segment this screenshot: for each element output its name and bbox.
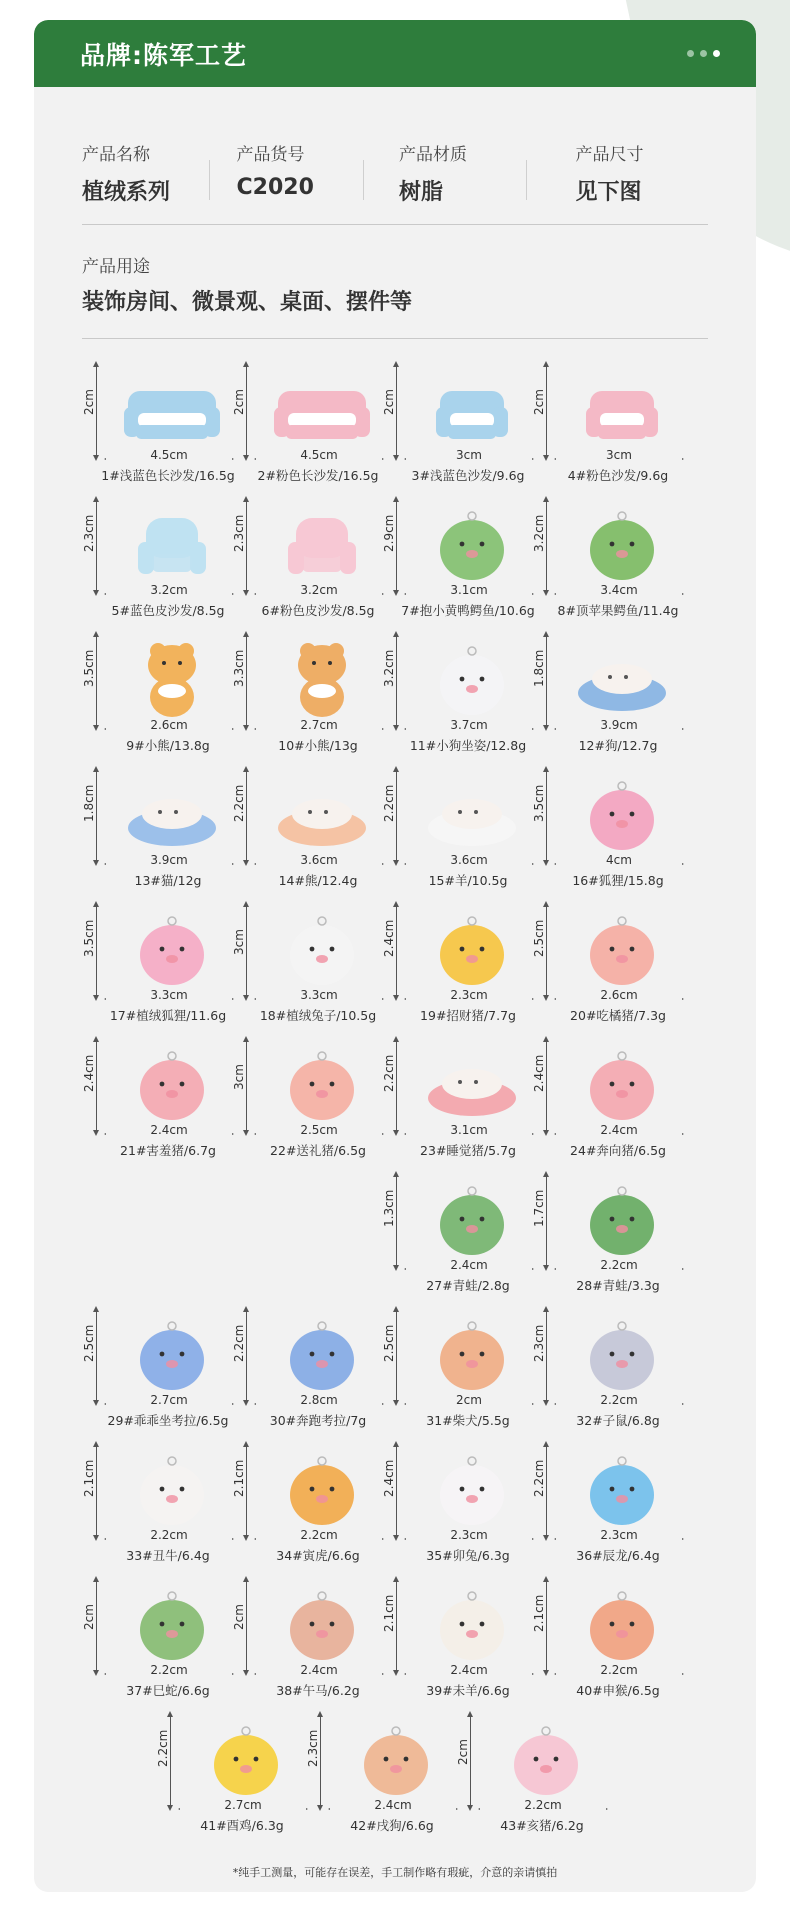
height-dimension-line <box>96 1443 97 1539</box>
product-caption: 40#申猴/6.5g <box>576 1683 660 1698</box>
product-item <box>532 1165 688 1299</box>
product-item <box>232 1030 388 1164</box>
product-caption: 11#小狗坐姿/12.8g <box>409 738 527 753</box>
width-value: 3.3cm <box>300 988 338 1002</box>
product-item <box>532 355 688 489</box>
product-figure <box>274 1314 370 1392</box>
width-value: 3.1cm <box>450 583 488 597</box>
width-label <box>406 583 532 597</box>
height-label: 2cm <box>456 1739 470 1765</box>
width-label <box>406 1258 532 1272</box>
product-caption: 32#子鼠/6.8g <box>576 1413 660 1428</box>
product-figure <box>424 1314 520 1392</box>
product-figure <box>424 1584 520 1662</box>
product-item <box>382 1165 538 1299</box>
product-caption: 6#粉色皮沙发/8.5g <box>261 603 375 618</box>
product-figure <box>424 504 520 582</box>
width-value: 2.6cm <box>150 718 188 732</box>
width-value: 4.5cm <box>150 448 188 462</box>
product-figure <box>574 369 670 447</box>
product-figure <box>348 1719 444 1797</box>
product-item <box>156 1705 312 1839</box>
width-label <box>556 853 682 867</box>
width-label <box>256 583 382 597</box>
product-figure <box>574 1584 670 1662</box>
product-figure <box>274 1449 370 1527</box>
product-figure <box>424 1179 520 1257</box>
product-figure <box>574 1044 670 1122</box>
height-dimension-line <box>246 1308 247 1404</box>
product-caption: 39#未羊/6.6g <box>426 1683 510 1698</box>
spec-size-value: 见下图 <box>575 180 642 205</box>
height-label: 1.8cm <box>532 649 546 687</box>
height-label: 2.4cm <box>532 1054 546 1092</box>
product-item <box>82 895 238 1029</box>
product-figure <box>124 1584 220 1662</box>
product-figure <box>574 639 670 717</box>
product-figure <box>124 369 220 447</box>
height-label: 2.1cm <box>232 1459 246 1497</box>
product-item <box>532 1570 688 1704</box>
height-label: 1.3cm <box>382 1189 396 1227</box>
usage-value: 装饰房间、微景观、桌面、摆件等 <box>82 290 413 315</box>
height-label: 2.4cm <box>82 1054 96 1092</box>
spec-material-label: 产品材质 <box>399 145 467 165</box>
width-value: 2.3cm <box>450 988 488 1002</box>
product-caption: 33#丑牛/6.4g <box>126 1548 210 1563</box>
height-label: 2cm <box>382 389 396 415</box>
height-dimension-line <box>246 1578 247 1674</box>
product-item <box>306 1705 462 1839</box>
height-label: 2.3cm <box>306 1729 320 1767</box>
product-figure <box>274 909 370 987</box>
product-figure <box>574 909 670 987</box>
width-label <box>480 1798 606 1812</box>
product-figure <box>124 1449 220 1527</box>
product-caption: 42#戌狗/6.6g <box>350 1818 434 1833</box>
product-caption: 34#寅虎/6.6g <box>276 1548 360 1563</box>
brand-title: 品牌:陈军工艺 <box>80 40 247 70</box>
height-dimension-line <box>546 1578 547 1674</box>
width-label <box>180 1798 306 1812</box>
product-caption: 35#卯兔/6.3g <box>426 1548 510 1563</box>
width-label <box>406 718 532 732</box>
height-dimension-line <box>396 498 397 594</box>
product-item <box>532 760 688 894</box>
width-label <box>556 1663 682 1677</box>
height-dimension-line <box>396 1038 397 1134</box>
product-figure <box>574 504 670 582</box>
height-dimension-line <box>470 1713 471 1809</box>
product-caption: 18#植绒兔子/10.5g <box>259 1008 377 1023</box>
product-caption: 9#小熊/13.8g <box>126 738 210 753</box>
width-value: 2.4cm <box>450 1258 488 1272</box>
width-value: 2cm <box>456 1393 482 1407</box>
product-item <box>382 355 538 489</box>
height-label: 2.1cm <box>532 1594 546 1632</box>
width-value: 3.2cm <box>300 583 338 597</box>
width-value: 4.5cm <box>300 448 338 462</box>
product-item <box>382 1300 538 1434</box>
product-caption: 24#奔向猪/6.5g <box>570 1143 666 1158</box>
height-label: 2.2cm <box>532 1459 546 1497</box>
height-label: 2.5cm <box>532 919 546 957</box>
height-dimension-line <box>546 1173 547 1269</box>
width-label <box>256 1663 382 1677</box>
spec-sku-value: C2020 <box>236 175 314 200</box>
product-item <box>82 1030 238 1164</box>
height-dimension-line <box>546 633 547 729</box>
width-value: 2.4cm <box>374 1798 412 1812</box>
height-label: 2.5cm <box>82 1324 96 1362</box>
product-caption: 37#巳蛇/6.6g <box>126 1683 210 1698</box>
height-dimension-line <box>320 1713 321 1809</box>
height-dimension-line <box>546 768 547 864</box>
height-label: 2cm <box>232 389 246 415</box>
height-dimension-line <box>246 903 247 999</box>
product-caption: 4#粉色沙发/9.6g <box>567 468 669 483</box>
product-item <box>382 490 538 624</box>
height-label: 2cm <box>82 389 96 415</box>
width-label <box>406 1393 532 1407</box>
width-value: 2.7cm <box>224 1798 262 1812</box>
width-label <box>106 718 232 732</box>
product-caption: 36#辰龙/6.4g <box>576 1548 660 1563</box>
width-label <box>106 448 232 462</box>
product-figure <box>424 369 520 447</box>
width-label <box>106 1123 232 1137</box>
product-caption: 28#青蛙/3.3g <box>576 1278 660 1293</box>
height-label: 1.7cm <box>532 1189 546 1227</box>
width-label <box>106 1663 232 1677</box>
width-value: 2.5cm <box>300 1123 338 1137</box>
product-item <box>232 1300 388 1434</box>
product-item <box>82 355 238 489</box>
product-figure <box>274 504 370 582</box>
product-item <box>232 490 388 624</box>
width-value: 2.2cm <box>600 1258 638 1272</box>
width-value: 3.6cm <box>450 853 488 867</box>
height-label: 2.2cm <box>382 1054 396 1092</box>
width-value: 2.3cm <box>600 1528 638 1542</box>
width-value: 3.9cm <box>600 718 638 732</box>
height-dimension-line <box>546 1038 547 1134</box>
product-item <box>382 760 538 894</box>
width-label <box>556 1258 682 1272</box>
height-dimension-line <box>396 633 397 729</box>
product-item <box>382 1435 538 1569</box>
product-caption: 10#小熊/13g <box>278 738 358 753</box>
spec-material-value: 树脂 <box>399 180 444 205</box>
width-value: 3.3cm <box>150 988 188 1002</box>
width-value: 3cm <box>606 448 632 462</box>
product-figure <box>574 1314 670 1392</box>
product-caption: 12#狗/12.7g <box>578 738 658 753</box>
width-label <box>556 583 682 597</box>
product-item <box>232 625 388 759</box>
width-value: 2.8cm <box>300 1393 338 1407</box>
height-dimension-line <box>96 363 97 459</box>
width-label <box>106 988 232 1002</box>
product-item <box>82 625 238 759</box>
product-caption: 43#亥猪/6.2g <box>500 1818 584 1833</box>
product-figure <box>574 774 670 852</box>
height-label: 2.2cm <box>382 784 396 822</box>
width-label <box>406 1663 532 1677</box>
height-dimension-line <box>396 1308 397 1404</box>
product-caption: 27#青蛙/2.8g <box>426 1278 510 1293</box>
height-dimension-line <box>96 633 97 729</box>
product-item <box>382 625 538 759</box>
product-figure <box>574 1449 670 1527</box>
product-caption: 16#狐狸/15.8g <box>572 873 664 888</box>
product-item <box>232 355 388 489</box>
height-dimension-line <box>396 363 397 459</box>
width-label <box>406 1123 532 1137</box>
product-item <box>232 1570 388 1704</box>
height-dimension-line <box>96 1578 97 1674</box>
product-caption: 19#招财猪/7.7g <box>420 1008 516 1023</box>
height-label: 3cm <box>232 929 246 955</box>
product-figure <box>424 909 520 987</box>
product-figure <box>124 909 220 987</box>
product-figure <box>124 504 220 582</box>
width-value: 2.2cm <box>600 1393 638 1407</box>
product-caption: 3#浅蓝色沙发/9.6g <box>411 468 525 483</box>
product-item <box>382 895 538 1029</box>
width-value: 3.6cm <box>300 853 338 867</box>
product-item <box>532 895 688 1029</box>
height-label: 2.2cm <box>232 784 246 822</box>
width-label <box>106 1393 232 1407</box>
height-label: 3.3cm <box>232 649 246 687</box>
product-caption: 5#蓝色皮沙发/8.5g <box>111 603 225 618</box>
width-value: 2.2cm <box>524 1798 562 1812</box>
product-caption: 2#粉色长沙发/16.5g <box>257 468 379 483</box>
height-label: 1.8cm <box>82 784 96 822</box>
width-label <box>556 1393 682 1407</box>
height-dimension-line <box>96 768 97 864</box>
width-value: 2.4cm <box>600 1123 638 1137</box>
width-value: 2.7cm <box>300 718 338 732</box>
product-caption: 7#抱小黄鸭鳄鱼/10.6g <box>401 603 535 618</box>
width-label <box>556 448 682 462</box>
spec-size-label: 产品尺寸 <box>575 145 644 165</box>
product-figure <box>198 1719 294 1797</box>
product-figure <box>574 1179 670 1257</box>
product-item <box>456 1705 612 1839</box>
product-item <box>82 490 238 624</box>
product-item <box>82 1570 238 1704</box>
width-value: 2.4cm <box>150 1123 188 1137</box>
height-label: 2.1cm <box>382 1594 396 1632</box>
width-label <box>556 1528 682 1542</box>
width-label <box>256 1528 382 1542</box>
height-label: 2cm <box>532 389 546 415</box>
height-dimension-line <box>546 498 547 594</box>
product-caption: 14#熊/12.4g <box>278 873 358 888</box>
height-dimension-line <box>246 633 247 729</box>
spec-name-value: 植绒系列 <box>82 180 171 205</box>
product-caption: 1#浅蓝色长沙发/16.5g <box>101 468 235 483</box>
height-dimension-line <box>396 903 397 999</box>
height-dimension-line <box>546 903 547 999</box>
width-label <box>406 1528 532 1542</box>
product-figure <box>274 639 370 717</box>
height-dimension-line <box>96 1308 97 1404</box>
width-value: 3cm <box>456 448 482 462</box>
product-caption: 17#植绒狐狸/11.6g <box>109 1008 227 1023</box>
width-value: 2.4cm <box>450 1663 488 1677</box>
product-item <box>532 1300 688 1434</box>
height-dimension-line <box>396 1443 397 1539</box>
spec-sku-label: 产品货号 <box>236 145 305 165</box>
product-figure <box>274 1584 370 1662</box>
width-label <box>106 853 232 867</box>
height-dimension-line <box>396 1173 397 1269</box>
height-dimension-line <box>246 363 247 459</box>
height-label: 2cm <box>82 1604 96 1630</box>
height-label: 2cm <box>232 1604 246 1630</box>
product-caption: 31#柴犬/5.5g <box>426 1413 510 1428</box>
width-value: 2.6cm <box>600 988 638 1002</box>
width-value: 2.2cm <box>150 1528 188 1542</box>
footnote: *纯手工测量，可能存在误差，手工制作略有瑕疵，介意的亲请慎拍 <box>232 1866 558 1879</box>
width-value: 2.2cm <box>300 1528 338 1542</box>
width-value: 2.3cm <box>450 1528 488 1542</box>
width-label <box>256 853 382 867</box>
product-caption: 38#午马/6.2g <box>276 1683 360 1698</box>
width-label <box>106 583 232 597</box>
width-label <box>556 988 682 1002</box>
width-label <box>256 1393 382 1407</box>
width-label <box>406 988 532 1002</box>
product-caption: 30#奔跑考拉/7g <box>269 1413 367 1428</box>
product-figure <box>124 1314 220 1392</box>
width-label <box>556 718 682 732</box>
height-dimension-line <box>546 1308 547 1404</box>
height-label: 2.2cm <box>232 1324 246 1362</box>
height-dimension-line <box>396 1578 397 1674</box>
product-item <box>382 1570 538 1704</box>
height-dimension-line <box>246 1038 247 1134</box>
height-label: 2.2cm <box>156 1729 170 1767</box>
width-value: 3.7cm <box>450 718 488 732</box>
height-dimension-line <box>170 1713 171 1809</box>
width-label <box>106 1528 232 1542</box>
width-value: 2.2cm <box>600 1663 638 1677</box>
height-label: 3.2cm <box>382 649 396 687</box>
product-figure <box>424 1449 520 1527</box>
product-caption: 20#吃橘猪/7.3g <box>570 1008 666 1023</box>
product-caption: 23#睡觉猪/5.7g <box>420 1143 516 1158</box>
width-value: 4cm <box>606 853 632 867</box>
height-dimension-line <box>546 363 547 459</box>
product-figure <box>424 639 520 717</box>
product-figure <box>124 639 220 717</box>
product-item <box>532 625 688 759</box>
product-item <box>82 1300 238 1434</box>
product-caption: 22#送礼猪/6.5g <box>270 1143 366 1158</box>
width-label <box>330 1798 456 1812</box>
height-dimension-line <box>546 1443 547 1539</box>
product-figure <box>424 774 520 852</box>
product-figure <box>498 1719 594 1797</box>
product-item <box>532 1435 688 1569</box>
width-value: 2.7cm <box>150 1393 188 1407</box>
product-caption: 29#乖乖坐考拉/6.5g <box>107 1413 229 1428</box>
height-label: 2.4cm <box>382 1459 396 1497</box>
width-value: 2.4cm <box>300 1663 338 1677</box>
width-value: 3.1cm <box>450 1123 488 1137</box>
height-label: 2.5cm <box>382 1324 396 1362</box>
product-item <box>232 760 388 894</box>
product-caption: 8#顶苹果鳄鱼/11.4g <box>557 603 679 618</box>
spec-name-label: 产品名称 <box>82 145 150 165</box>
width-label <box>406 448 532 462</box>
height-dimension-line <box>96 498 97 594</box>
product-item <box>532 490 688 624</box>
product-figure <box>124 774 220 852</box>
usage-label: 产品用途 <box>82 257 150 277</box>
height-label: 3.5cm <box>82 649 96 687</box>
width-label <box>256 1123 382 1137</box>
product-caption: 13#猫/12g <box>134 873 202 888</box>
height-label: 3.2cm <box>532 514 546 552</box>
height-dimension-line <box>246 498 247 594</box>
height-dimension-line <box>246 768 247 864</box>
height-label: 2.1cm <box>82 1459 96 1497</box>
height-label: 3.5cm <box>532 784 546 822</box>
product-caption: 21#害羞猪/6.7g <box>120 1143 216 1158</box>
height-dimension-line <box>96 1038 97 1134</box>
product-figure <box>274 1044 370 1122</box>
height-dimension-line <box>96 903 97 999</box>
width-value: 3.4cm <box>600 583 638 597</box>
product-item <box>382 1030 538 1164</box>
product-figure <box>274 774 370 852</box>
product-caption: 41#酉鸡/6.3g <box>200 1818 284 1833</box>
width-value: 3.2cm <box>150 583 188 597</box>
product-item <box>232 895 388 1029</box>
width-label <box>256 988 382 1002</box>
product-item <box>532 1030 688 1164</box>
height-dimension-line <box>246 1443 247 1539</box>
width-label <box>256 448 382 462</box>
height-label: 2.3cm <box>82 514 96 552</box>
product-figure <box>424 1044 520 1122</box>
width-label <box>256 718 382 732</box>
height-label: 2.3cm <box>532 1324 546 1362</box>
width-value: 2.2cm <box>150 1663 188 1677</box>
product-caption: 15#羊/10.5g <box>428 873 508 888</box>
height-label: 2.3cm <box>232 514 246 552</box>
product-item <box>232 1435 388 1569</box>
height-label: 3cm <box>232 1064 246 1090</box>
height-label: 2.4cm <box>382 919 396 957</box>
height-label: 2.9cm <box>382 514 396 552</box>
width-value: 3.9cm <box>150 853 188 867</box>
product-figure <box>274 369 370 447</box>
product-item <box>82 760 238 894</box>
width-label <box>406 853 532 867</box>
product-item <box>82 1435 238 1569</box>
height-dimension-line <box>396 768 397 864</box>
product-figure <box>124 1044 220 1122</box>
width-label <box>556 1123 682 1137</box>
height-label: 3.5cm <box>82 919 96 957</box>
